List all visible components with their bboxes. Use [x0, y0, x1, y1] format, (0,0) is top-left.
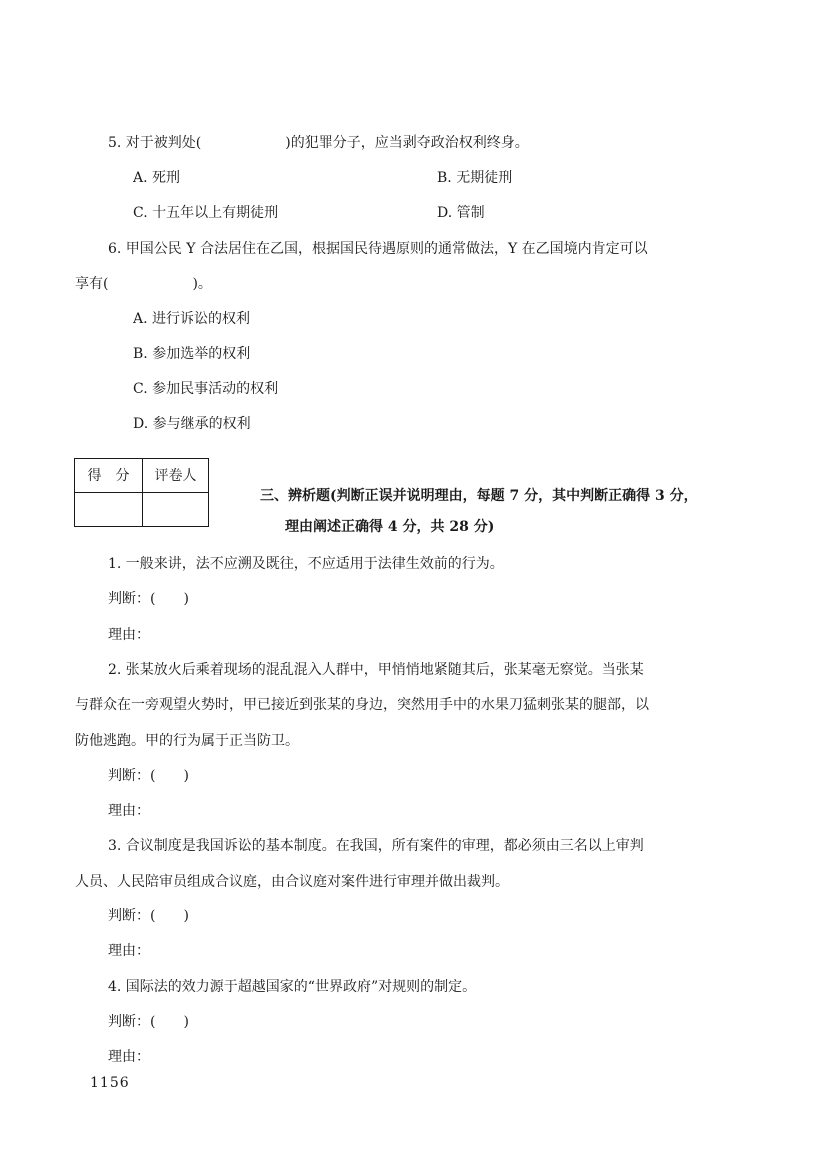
score-cell[interactable] [75, 493, 143, 527]
section3-title-line1: 三、辨析题(判断正误并说明理由，每题 7 分，其中判断正确得 3 分， [260, 488, 698, 504]
q5-stem: 5. 对于被判处( )的犯罪分子，应当剥夺政治权利终身。 [108, 135, 529, 151]
q6-stem-line2: 享有( )。 [75, 276, 212, 292]
item3-judge: 判断：( ) [108, 908, 189, 924]
q5-option-d: D. 管制 [437, 205, 485, 221]
item4-judge: 判断：( ) [108, 1014, 189, 1030]
section3-title-line2: 理由阐述正确得 4 分，共 28 分) [285, 519, 495, 535]
item2-judge: 判断：( ) [108, 768, 189, 784]
page-number: 1156 [90, 1075, 130, 1091]
item3-line1: 3. 合议制度是我国诉讼的基本制度。在我国，所有案件的审理，都必须由三名以上审判 [108, 838, 644, 854]
q5-option-b: B. 无期徒刑 [437, 170, 513, 186]
grader-cell[interactable] [143, 493, 209, 527]
item4-line1: 4. 国际法的效力源于超越国家的“世界政府”对规则的制定。 [108, 979, 477, 995]
item4-reason: 理由： [108, 1049, 150, 1065]
q5-option-a: A. 死刑 [133, 170, 181, 186]
q6-option-c: C. 参加民事活动的权利 [133, 381, 279, 397]
q6-option-a: A. 进行诉讼的权利 [133, 311, 251, 327]
item1-reason: 理由： [108, 627, 150, 643]
grader-header: 评卷人 [143, 459, 209, 493]
item3-reason: 理由： [108, 943, 150, 959]
item2-line2: 与群众在一旁观望火势时，甲已接近到张某的身边，突然用手中的水果刀猛刺张某的腿部，以 [75, 697, 649, 713]
item3-line2: 人员、人民陪审员组成合议庭，由合议庭对案件进行审理并做出裁判。 [75, 874, 509, 890]
item1-line1: 1. 一般来讲，法不应溯及既往，不应适用于法律生效前的行为。 [108, 556, 504, 572]
item1-judge: 判断：( ) [108, 591, 189, 607]
item2-line1: 2. 张某放火后乘着现场的混乱混入人群中，甲悄悄地紧随其后，张某毫无察觉。当张某 [108, 662, 644, 678]
q5-option-c: C. 十五年以上有期徒刑 [133, 205, 279, 221]
item2-reason: 理由： [108, 803, 150, 819]
q6-stem-line1: 6. 甲国公民 Y 合法居住在乙国，根据国民待遇原则的通常做法，Y 在乙国境内肯定可以 [108, 241, 648, 257]
item2-line3: 防他逃跑。甲的行为属于正当防卫。 [75, 733, 299, 749]
q6-option-d: D. 参与继承的权利 [133, 416, 251, 432]
score-header: 得 分 [75, 459, 143, 493]
q6-option-b: B. 参加选举的权利 [133, 346, 251, 362]
score-table [74, 458, 209, 527]
